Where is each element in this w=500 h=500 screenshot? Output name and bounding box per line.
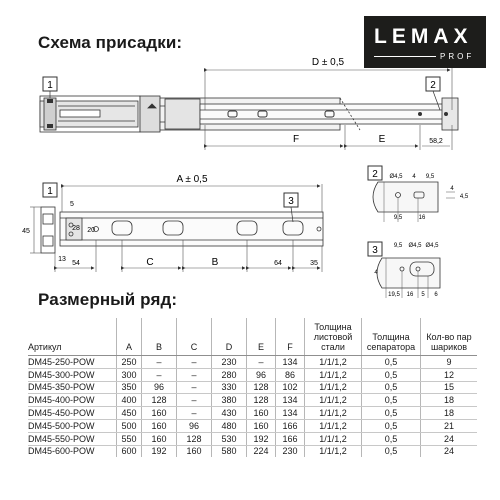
- svg-text:Ø4,5: Ø4,5: [408, 243, 422, 249]
- cell-f: 134: [276, 407, 305, 420]
- logo-main-text: LEMAX: [374, 25, 473, 48]
- detail-3: [368, 242, 440, 298]
- table-row: [28, 407, 477, 420]
- cell-article: DM45-450-POW: [28, 407, 117, 420]
- size-range-title: Размерный ряд:: [38, 290, 178, 309]
- cell-balls: 18: [421, 394, 478, 407]
- svg-text:9,5: 9,5: [393, 243, 403, 249]
- cell-article: DM45-350-POW: [28, 381, 117, 394]
- cell-balls: 15: [421, 381, 478, 394]
- cell-d: 330: [212, 381, 247, 394]
- cell-a: 400: [117, 394, 142, 407]
- cell-e: 160: [247, 407, 276, 420]
- cell-article: DM45-250-POW: [28, 356, 117, 369]
- header-e: E: [247, 318, 276, 356]
- rail-plan-view: [41, 207, 323, 253]
- cell-c: –: [177, 356, 212, 369]
- cell-steel: 1/1/1,2: [305, 368, 362, 381]
- header-d: D: [212, 318, 247, 356]
- svg-text:16: 16: [406, 292, 414, 298]
- table-row: [28, 368, 477, 381]
- cell-separator: 0,5: [362, 368, 421, 381]
- cell-d: 480: [212, 419, 247, 432]
- table-row: [28, 356, 477, 369]
- cell-f: 230: [276, 445, 305, 457]
- svg-text:Ø4,5: Ø4,5: [425, 243, 439, 249]
- dim-28: 28: [72, 225, 80, 232]
- cell-separator: 0,5: [362, 445, 421, 457]
- svg-text:1: 1: [47, 80, 53, 91]
- header-separator-thickness: Толщина сепаратора: [362, 318, 421, 356]
- cell-b: –: [142, 368, 177, 381]
- cell-b: 160: [142, 432, 177, 445]
- cell-e: –: [247, 356, 276, 369]
- cell-separator: 0,5: [362, 381, 421, 394]
- cell-balls: 9: [421, 356, 478, 369]
- cell-balls: 24: [443, 446, 454, 457]
- table-row: [28, 394, 477, 407]
- header-a: A: [117, 318, 142, 356]
- cell-c: 160: [177, 445, 212, 457]
- dim-A: A ± 0,5: [176, 174, 208, 185]
- dim-64: 64: [274, 260, 282, 267]
- dim-58-2: 58,2: [429, 138, 443, 145]
- cell-c: –: [177, 407, 212, 420]
- cell-balls: 12: [421, 368, 478, 381]
- svg-text:19,5: 19,5: [388, 292, 400, 298]
- dim-20: 20: [87, 227, 95, 234]
- svg-text:4: 4: [450, 186, 454, 192]
- cell-a: 500: [117, 419, 142, 432]
- cell-a: 600: [117, 445, 142, 457]
- header-f: F: [276, 318, 305, 356]
- cell-d: 530: [212, 432, 247, 445]
- cell-e: 160: [247, 419, 276, 432]
- dim-B: B: [211, 257, 219, 268]
- header-b: B: [142, 318, 177, 356]
- table-row: [28, 432, 477, 445]
- cell-article: DM45-600-POW: [28, 445, 117, 457]
- cell-balls: 18: [421, 407, 478, 420]
- cell-a: 350: [117, 381, 142, 394]
- cell-balls: 21: [421, 419, 478, 432]
- dim-5: 5: [70, 201, 74, 208]
- cell-e: 128: [247, 381, 276, 394]
- cell-e: 224: [247, 445, 276, 457]
- drilling-scheme-title: Схема присадки:: [38, 33, 183, 52]
- cell-balls: 24: [421, 432, 478, 445]
- slide-side-view: [40, 96, 458, 132]
- svg-text:4: 4: [412, 174, 416, 180]
- cell-f: 86: [276, 368, 305, 381]
- svg-text:Ø4,5: Ø4,5: [389, 174, 403, 180]
- cell-b: 160: [142, 419, 177, 432]
- cell-d: 280: [212, 368, 247, 381]
- dim-F: F: [292, 134, 300, 145]
- table-row: [28, 445, 477, 457]
- dim-E: E: [378, 134, 386, 145]
- cell-f: 166: [276, 432, 305, 445]
- dim-13: 13: [58, 256, 66, 263]
- svg-text:9,5: 9,5: [393, 215, 403, 221]
- cell-c: 96: [177, 419, 212, 432]
- cell-b: 128: [142, 394, 177, 407]
- cell-b: 192: [142, 445, 177, 457]
- svg-text:3: 3: [372, 245, 378, 256]
- marker-1-mid: [43, 183, 57, 197]
- cell-f: 134: [276, 356, 305, 369]
- cell-steel: 1/1/1,2: [305, 394, 362, 407]
- cell-a: 550: [117, 432, 142, 445]
- cell-article: DM45-300-POW: [28, 368, 117, 381]
- table-header-row: [28, 318, 477, 356]
- size-table: [28, 318, 477, 457]
- svg-text:4: 4: [374, 270, 378, 276]
- logo-sub-text: PROF: [440, 52, 475, 61]
- cell-steel: 1/1/1,2: [305, 419, 362, 432]
- cell-c: –: [177, 368, 212, 381]
- table-row: [28, 419, 477, 432]
- cell-separator: 0,5: [362, 356, 421, 369]
- cell-steel: 1/1/1,2: [305, 432, 362, 445]
- cell-steel: 1/1/1,2: [305, 407, 362, 420]
- cell-c: 128: [177, 432, 212, 445]
- cell-separator: 0,5: [362, 432, 421, 445]
- cell-c: –: [177, 394, 212, 407]
- dim-45: 45: [22, 228, 30, 235]
- cell-e: 96: [247, 368, 276, 381]
- svg-text:3: 3: [288, 196, 294, 207]
- cell-b: 96: [142, 381, 177, 394]
- cell-article: DM45-400-POW: [28, 394, 117, 407]
- svg-text:1: 1: [47, 186, 53, 197]
- header-ball-pairs: Кол-во пар шариков: [421, 318, 478, 356]
- marker-1-top: [43, 77, 57, 98]
- cell-steel: 1/1/1,2: [305, 381, 362, 394]
- cell-article: DM45-500-POW: [28, 419, 117, 432]
- dim-D: D ± 0,5: [311, 57, 345, 68]
- cell-f: 102: [276, 381, 305, 394]
- dim-54: 54: [72, 260, 80, 267]
- cell-f: 166: [276, 419, 305, 432]
- cell-b: –: [142, 356, 177, 369]
- cell-a: 300: [117, 368, 142, 381]
- cell-a: 250: [117, 356, 142, 369]
- cell-a: 450: [117, 407, 142, 420]
- cell-c: –: [177, 381, 212, 394]
- cell-separator: 0,5: [362, 394, 421, 407]
- svg-text:2: 2: [430, 80, 436, 91]
- header-article: Артикул: [28, 318, 117, 356]
- cell-steel: 1/1/1,2: [305, 445, 362, 457]
- cell-b: 160: [142, 407, 177, 420]
- cell-d: 430: [212, 407, 247, 420]
- dim-C: C: [146, 257, 154, 268]
- detail-2: [368, 166, 469, 222]
- header-c: C: [177, 318, 212, 356]
- svg-text:9,5: 9,5: [425, 174, 435, 180]
- cell-separator: 0,5: [362, 407, 421, 420]
- svg-text:2: 2: [372, 169, 378, 180]
- cell-separator: 0,5: [362, 419, 421, 432]
- cell-d: 380: [212, 394, 247, 407]
- cell-e: 192: [247, 432, 276, 445]
- cell-f: 134: [276, 394, 305, 407]
- cell-d: 580: [212, 445, 247, 457]
- svg-text:16: 16: [418, 215, 426, 221]
- cell-steel: 1/1/1,2: [305, 356, 362, 369]
- table-row: [28, 381, 477, 394]
- cell-article: DM45-550-POW: [28, 432, 117, 445]
- svg-text:4,5: 4,5: [459, 194, 469, 200]
- svg-text:6: 6: [434, 292, 438, 298]
- cell-d: 230: [212, 356, 247, 369]
- cell-e: 128: [247, 394, 276, 407]
- svg-text:5: 5: [421, 292, 425, 298]
- header-steel-thickness: Толщина листовой стали: [305, 318, 362, 356]
- dim-35: 35: [310, 260, 318, 267]
